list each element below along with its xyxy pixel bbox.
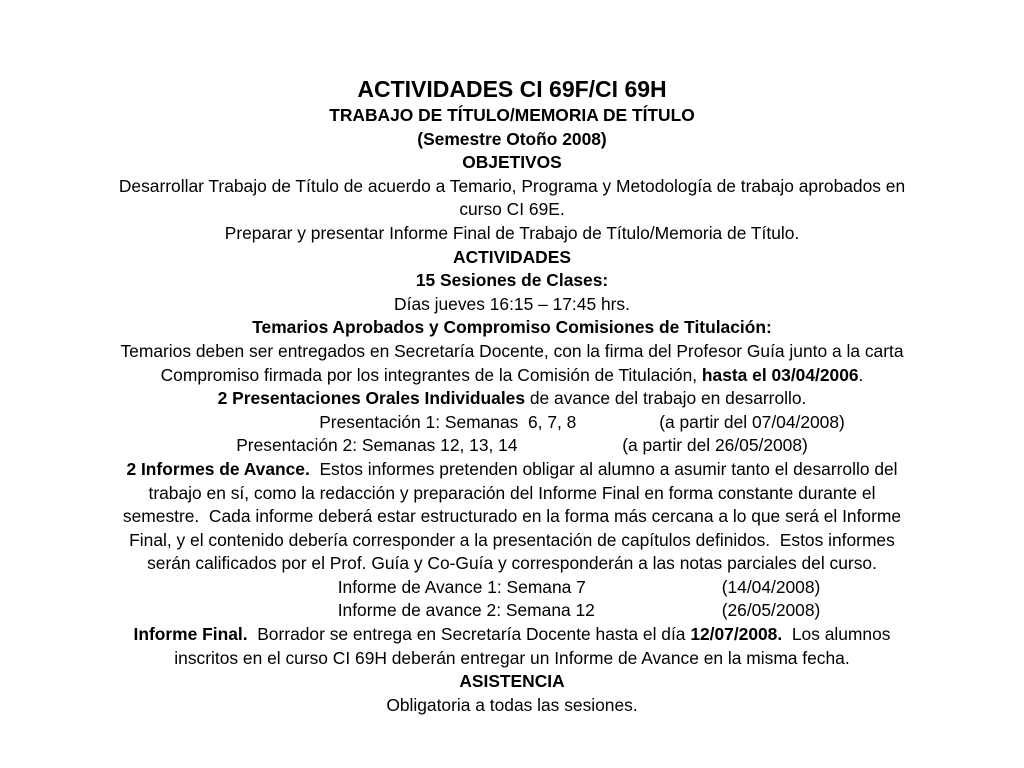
- semester-label: (Semestre Otoño 2008): [417, 128, 607, 149]
- presentation-1-date: (a partir del 07/04/2008): [659, 411, 845, 432]
- presentation-1-label: Presentación 1: Semanas 6, 7, 8: [319, 411, 577, 432]
- temarios-line-2-text: Compromiso firmada por los integrantes de la Comisión de Titulación,: [160, 364, 702, 385]
- report-1-label: Informe de Avance 1: Semana 7: [337, 576, 586, 597]
- objective-2: Preparar y presentar Informe Final de Trabajo de Título/Memoria de Título.: [224, 222, 800, 243]
- document-page: [40, 74, 984, 717]
- presentation-1-row: [40, 411, 984, 435]
- report-2-row: [40, 599, 984, 623]
- presentation-2-date: (a partir del 26/05/2008): [622, 435, 808, 456]
- presentations-description: de avance del trabajo en desarrollo.: [525, 388, 807, 409]
- temarios-line-2-end: .: [858, 364, 864, 385]
- reports-heading: 2 Informes de Avance.: [126, 458, 310, 479]
- temarios-line-1: Temarios deben ser entregados en Secretaría Docente, con la firma del Profesor Guía junto a la carta: [120, 340, 904, 361]
- final-report-heading: Informe Final.: [133, 624, 248, 645]
- final-report-text-end: Los alumnos: [782, 624, 891, 645]
- reports-line-1-text: Estos informes pretenden obligar al alumno a asumir tanto el desarrollo del: [309, 458, 898, 479]
- objective-1-line-1: Desarrollar Trabajo de Título de acuerdo a Temario, Programa y Metodología de trabajo aprobados en: [118, 175, 906, 196]
- sessions-heading: 15 Sesiones de Clases:: [415, 270, 609, 291]
- activities-heading: ACTIVIDADES: [453, 246, 571, 267]
- reports-line-5: serán calificados por el Prof. Guía y Co-Guía y corresponderán a las notas parciales del curso.: [147, 553, 877, 574]
- final-report-date: 12/07/2008.: [690, 624, 783, 645]
- final-report-line-2: inscritos en el curso CI 69H deberán entregar un Informe de Avance en la misma fecha.: [174, 647, 850, 668]
- temarios-heading: Temarios Aprobados y Compromiso Comisiones de Titulación:: [252, 317, 772, 338]
- presentations-heading: 2 Presentaciones Orales Individuales: [217, 388, 526, 409]
- attendance-heading: ASISTENCIA: [459, 671, 565, 692]
- reports-line-3: semestre. Cada informe deberá estar estructurado en la forma más cercana a lo que será el Informe: [122, 506, 902, 527]
- temarios-deadline: hasta el 03/04/2006: [701, 364, 859, 385]
- reports-line-2: trabajo en sí, como la redacción y preparación del Informe Final en forma constante durante el: [148, 482, 876, 503]
- page-title: ACTIVIDADES CI 69F/CI 69H: [357, 76, 667, 102]
- report-1-row: [40, 576, 984, 600]
- report-2-date: (26/05/2008): [721, 600, 821, 621]
- page-subtitle: TRABAJO DE TÍTULO/MEMORIA DE TÍTULO: [329, 105, 695, 125]
- presentations-line: [40, 387, 984, 411]
- sessions-schedule: Días jueves 16:15 – 17:45 hrs.: [394, 293, 630, 314]
- reports-line-1: [40, 458, 984, 482]
- final-report-line-1: [40, 623, 984, 647]
- presentation-2-label: Presentación 2: Semanas 12, 13, 14: [236, 435, 518, 456]
- presentation-2-row: [40, 434, 984, 458]
- final-report-text: Borrador se entrega en Secretaría Docente hasta el día: [247, 624, 691, 645]
- temarios-line-2: [40, 364, 984, 388]
- objective-1-line-2: curso CI 69E.: [459, 199, 565, 220]
- objectives-heading: OBJETIVOS: [462, 152, 562, 173]
- reports-line-4: Final, y el contenido debería corresponder a la presentación de capítulos definidos. Estos informes: [129, 529, 895, 550]
- report-2-label: Informe de avance 2: Semana 12: [337, 600, 595, 621]
- report-1-date: (14/04/2008): [721, 576, 821, 597]
- attendance-text: Obligatoria a todas las sesiones.: [386, 694, 638, 715]
